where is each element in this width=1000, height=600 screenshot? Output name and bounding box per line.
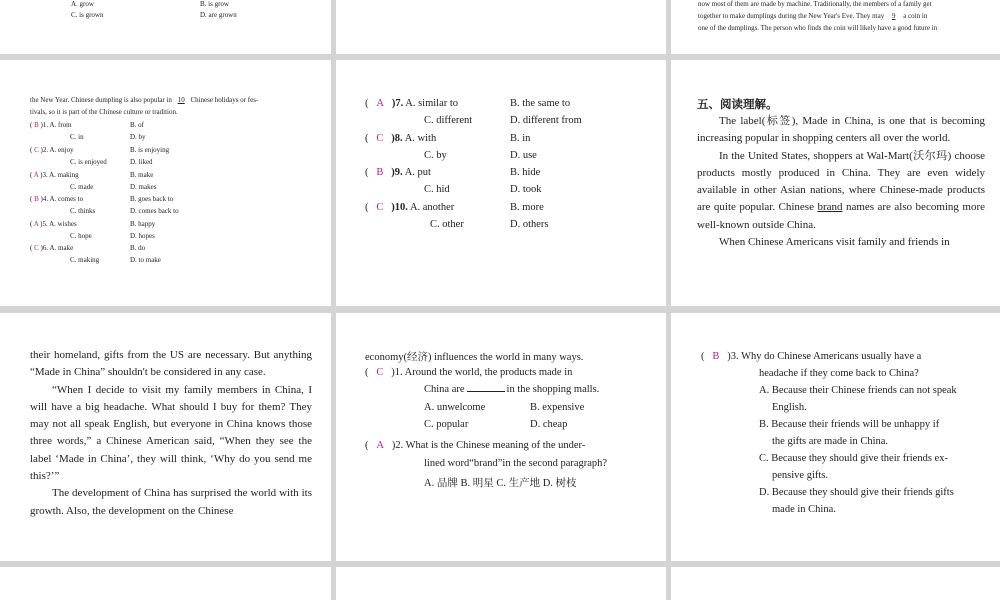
passage-line: now most of them are made by machine. Traditionally, the members of a family get (698, 0, 932, 8)
option-a: A. grow (71, 0, 94, 8)
passage-line: the New Year. Chinese dumpling is also popular in 10 Chinese holidays or fes- (30, 96, 259, 104)
section-heading: 五、阅读理解。 (697, 97, 778, 111)
page-reading-passage (671, 60, 1000, 306)
page-bottom-middle (336, 567, 666, 600)
passage-line: tivals, so it is part of the Chinese culture or tradition. (30, 108, 178, 116)
page-reading-passage-continued (0, 313, 331, 561)
passage-text: The label(标签), Made in China, is one that is becoming increasing popular in shopping centers all over the world. In the United States, shoppers at Wal-Mart(沃尔玛) choose products mostly produced in China. They are even widely available in other Asian nations, where Chinese-made products are quite popular. Chinese brand names are also becoming more well-known outside China. When Chinese Americans visit family and friends in (697, 115, 985, 249)
passage-line: together to make dumplings during the New Year's Eve. They may 9 a coin in (698, 12, 928, 20)
page-bottom-left (0, 567, 331, 600)
passage-line: economy(经济) influences the world in many ways. (365, 352, 584, 363)
page-cloze-answers: the New Year. Chinese dumpling is also popular in 10 Chinese holidays or fes- tivals, so it is part of the Chinese culture or tradition. ( B )1. A. from B. of C. in D. by ( C )2. A. enjoy B. is enjoying C. is enjoyed D. liked ( A )3. A. making B. make C. made D. makes ( B )4. A. comes to B. goes back to C. thinks D. comes back to ( A )5. A. wishes B. happy C. hope D. hopes ( C )6. A. make B. do C. making D. to make (0, 60, 331, 306)
option-c: C. is grown (71, 11, 104, 19)
page-top-middle (336, 0, 666, 54)
page-top-right (671, 0, 1000, 54)
underlined-word: brand (817, 201, 843, 214)
passage-text: their homeland, gifts from the US are necessary. But anything “Made in China” shouldn't be considered in any case. “When I decide to visit my family members in China, I will have a big headache. What should I buy for them? They may not all speak English, but everyone in China knows those three words,” a Chinese American said, “When they see the label ‘Made in China’, they will think, ‘Why do you send me this?’” The development of China has surprised the world with its growth. Also, the development on the Chinese (30, 349, 312, 517)
page-bottom-right (671, 567, 1000, 600)
page-cloze-answers-continued: ( A )7. A. similar to B. the same to C. different D. different from ( C )8. A. with B. in C. by D. use ( B )9. A. put B. hide C. hid D. took ( C )10. A. another B. more C. other D. others (336, 60, 666, 306)
option-d: D. are grown (200, 11, 237, 19)
option-b: B. is grow (200, 0, 229, 8)
passage-line: one of the dumplings. The person who finds the coin will likely have a good future in (698, 24, 938, 32)
page-reading-questions-continued: ( B )3. Why do Chinese Americans usually have a headache if they come back to China? A. Because their Chinese friends can not speak English. B. Because their friends will be unhappy if the gifts are made in China. C. Because they should give their friends ex- pensive gifts. D. Because they should give their friends gifts made in China. (671, 313, 1000, 561)
page-reading-questions: economy(经济) influences the world in many ways. ( C )1. Around the world, the products made in China are in the shopping malls. A. unwelcome B. expensive C. popular D. cheap ( A )2. What is the Chinese meaning of the under- lined word“brand”in the second paragraph? A. 品牌 B. 明星 C. 生产地 D. 树枝 (336, 313, 666, 561)
page-top-left (0, 0, 331, 54)
